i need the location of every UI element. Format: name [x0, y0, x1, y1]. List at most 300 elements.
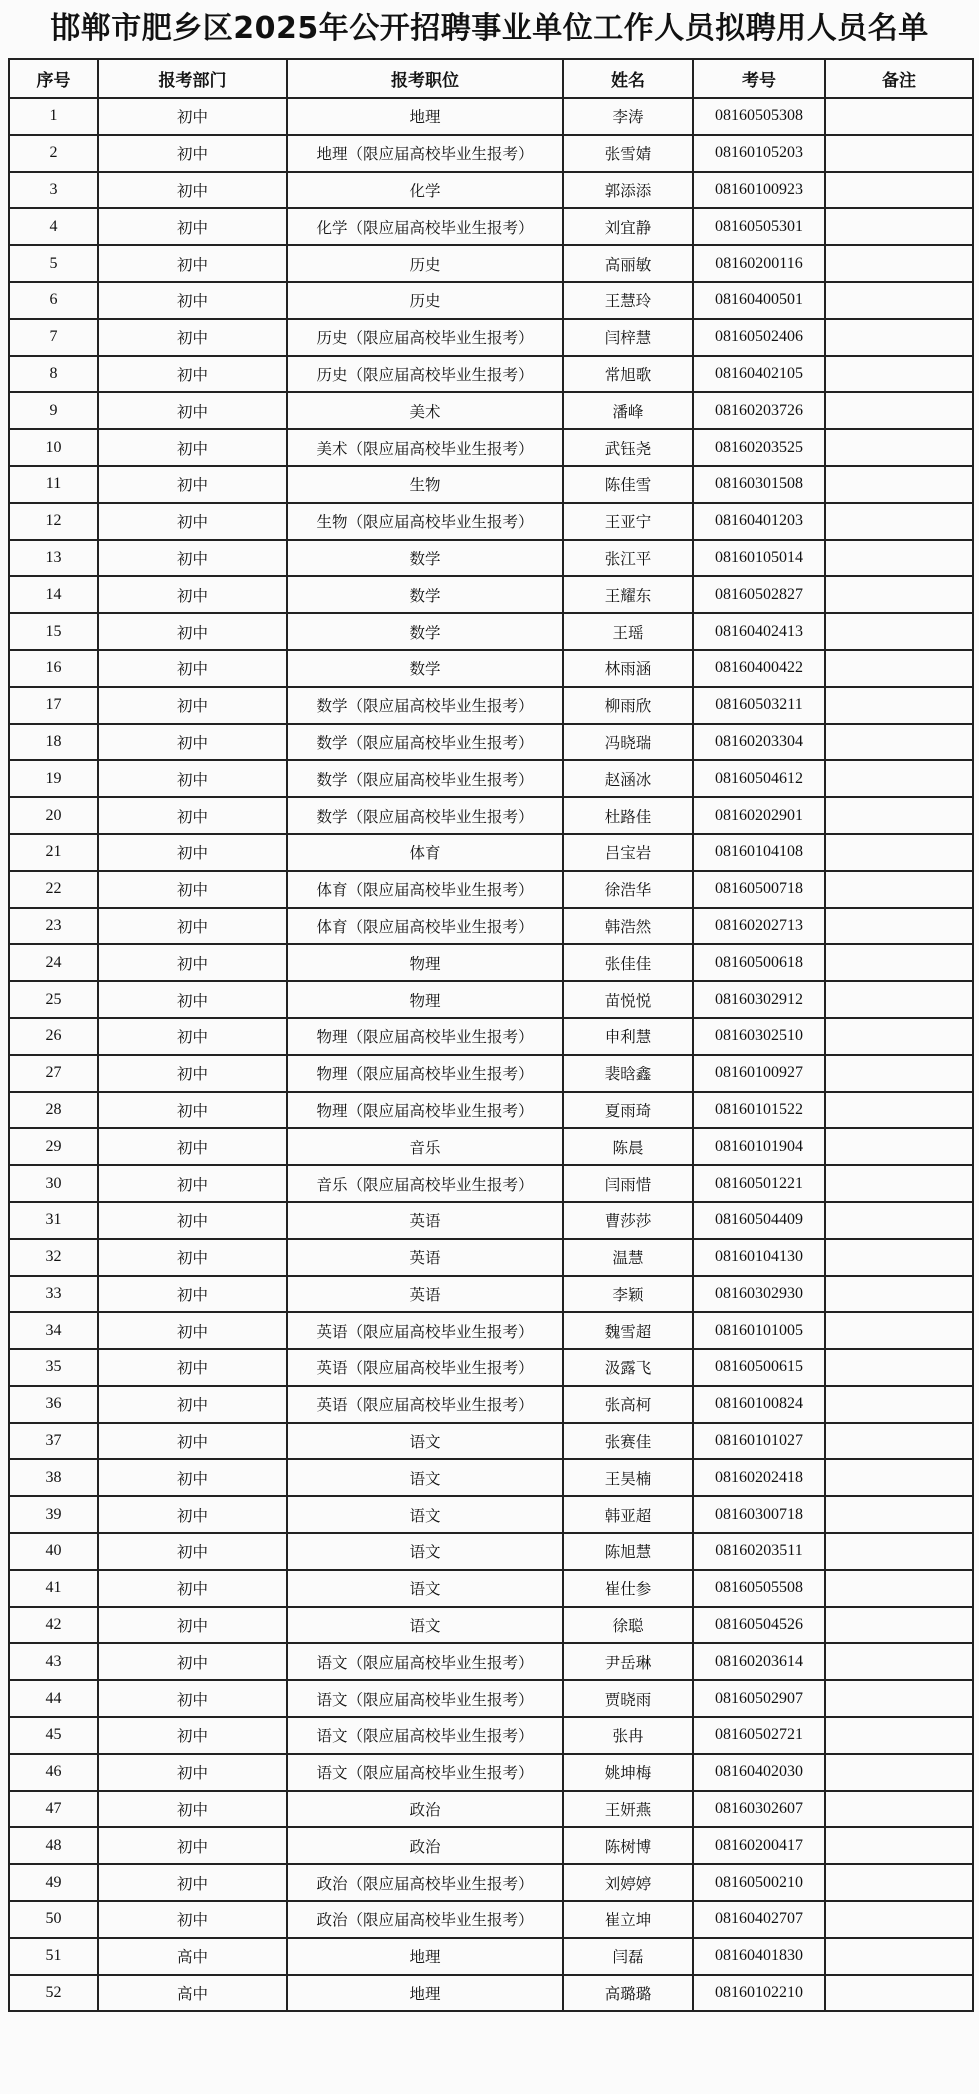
table-row	[9, 1570, 973, 1607]
cell-remarks	[825, 1018, 973, 1055]
cell-remarks	[825, 871, 973, 908]
cell-serial-number: 30	[9, 1165, 98, 1202]
cell-name: 陈晨	[563, 1128, 693, 1165]
table-row	[9, 466, 973, 503]
cell-remarks	[825, 1864, 973, 1901]
cell-position: 美术（限应届高校毕业生报考）	[287, 429, 563, 466]
table-row	[9, 1791, 973, 1828]
cell-name: 王亚宁	[563, 503, 693, 540]
cell-name: 韩浩然	[563, 908, 693, 945]
cell-exam-number: 08160200417	[693, 1827, 825, 1864]
cell-name: 张江平	[563, 540, 693, 577]
cell-exam-number: 08160104130	[693, 1239, 825, 1276]
cell-department: 高中	[98, 1975, 287, 2012]
cell-serial-number: 24	[9, 944, 98, 981]
cell-department: 初中	[98, 1276, 287, 1313]
cell-name: 魏雪超	[563, 1312, 693, 1349]
cell-exam-number: 08160402413	[693, 613, 825, 650]
cell-exam-number: 08160101904	[693, 1128, 825, 1165]
cell-exam-number: 08160504409	[693, 1202, 825, 1239]
cell-department: 初中	[98, 981, 287, 1018]
cell-name: 林雨涵	[563, 650, 693, 687]
table-row	[9, 1423, 973, 1460]
cell-remarks	[825, 282, 973, 319]
cell-remarks	[825, 540, 973, 577]
cell-exam-number: 08160502907	[693, 1680, 825, 1717]
cell-exam-number: 08160100824	[693, 1386, 825, 1423]
cell-serial-number: 16	[9, 650, 98, 687]
table-row	[9, 1312, 973, 1349]
table-row	[9, 1018, 973, 1055]
cell-position: 历史（限应届高校毕业生报考）	[287, 319, 563, 356]
cell-department: 初中	[98, 1533, 287, 1570]
cell-position: 政治	[287, 1791, 563, 1828]
cell-position: 数学（限应届高校毕业生报考）	[287, 687, 563, 724]
cell-department: 初中	[98, 319, 287, 356]
cell-position: 数学	[287, 613, 563, 650]
cell-serial-number: 10	[9, 429, 98, 466]
table-row	[9, 1128, 973, 1165]
cell-position: 生物	[287, 466, 563, 503]
cell-exam-number: 08160101522	[693, 1092, 825, 1129]
table-row	[9, 392, 973, 429]
table-row	[9, 1901, 973, 1938]
cell-position: 语文（限应届高校毕业生报考）	[287, 1643, 563, 1680]
cell-remarks	[825, 1349, 973, 1386]
cell-name: 尹岳琳	[563, 1643, 693, 1680]
cell-serial-number: 48	[9, 1827, 98, 1864]
cell-serial-number: 34	[9, 1312, 98, 1349]
cell-department: 初中	[98, 1680, 287, 1717]
table-row	[9, 172, 973, 209]
cell-exam-number: 08160202418	[693, 1459, 825, 1496]
cell-department: 初中	[98, 540, 287, 577]
table-row	[9, 208, 973, 245]
cell-serial-number: 1	[9, 98, 98, 135]
cell-serial-number: 38	[9, 1459, 98, 1496]
cell-position: 地理（限应届高校毕业生报考）	[287, 135, 563, 172]
cell-exam-number: 08160503211	[693, 687, 825, 724]
cell-position: 英语	[287, 1276, 563, 1313]
cell-department: 初中	[98, 1386, 287, 1423]
cell-department: 初中	[98, 1643, 287, 1680]
cell-exam-number: 08160300718	[693, 1496, 825, 1533]
cell-department: 初中	[98, 1202, 287, 1239]
cell-remarks	[825, 466, 973, 503]
cell-exam-number: 08160502827	[693, 576, 825, 613]
cell-serial-number: 49	[9, 1864, 98, 1901]
cell-name: 刘婷婷	[563, 1864, 693, 1901]
cell-department: 初中	[98, 613, 287, 650]
cell-position: 物理	[287, 981, 563, 1018]
cell-department: 初中	[98, 1496, 287, 1533]
cell-position: 语文（限应届高校毕业生报考）	[287, 1754, 563, 1791]
table-row	[9, 944, 973, 981]
cell-department: 初中	[98, 172, 287, 209]
cell-exam-number: 08160402707	[693, 1901, 825, 1938]
cell-name: 王瑶	[563, 613, 693, 650]
cell-position: 政治（限应届高校毕业生报考）	[287, 1864, 563, 1901]
cell-serial-number: 46	[9, 1754, 98, 1791]
cell-department: 初中	[98, 1570, 287, 1607]
table-row	[9, 1938, 973, 1975]
cell-position: 物理（限应届高校毕业生报考）	[287, 1092, 563, 1129]
cell-serial-number: 13	[9, 540, 98, 577]
cell-remarks	[825, 834, 973, 871]
table-row	[9, 1496, 973, 1533]
cell-position: 数学（限应届高校毕业生报考）	[287, 724, 563, 761]
cell-remarks	[825, 98, 973, 135]
cell-exam-number: 08160203511	[693, 1533, 825, 1570]
cell-department: 初中	[98, 1349, 287, 1386]
cell-remarks	[825, 356, 973, 393]
cell-department: 初中	[98, 98, 287, 135]
cell-name: 王慧玲	[563, 282, 693, 319]
cell-serial-number: 22	[9, 871, 98, 908]
table-row	[9, 1717, 973, 1754]
cell-position: 语文	[287, 1570, 563, 1607]
cell-serial-number: 40	[9, 1533, 98, 1570]
cell-name: 崔仕参	[563, 1570, 693, 1607]
cell-position: 地理	[287, 98, 563, 135]
cell-remarks	[825, 613, 973, 650]
cell-department: 初中	[98, 1165, 287, 1202]
cell-name: 韩亚超	[563, 1496, 693, 1533]
cell-department: 初中	[98, 944, 287, 981]
table-row	[9, 908, 973, 945]
cell-remarks	[825, 503, 973, 540]
cell-position: 英语（限应届高校毕业生报考）	[287, 1386, 563, 1423]
cell-serial-number: 33	[9, 1276, 98, 1313]
cell-exam-number: 08160504526	[693, 1607, 825, 1644]
cell-exam-number: 08160203614	[693, 1643, 825, 1680]
cell-remarks	[825, 1459, 973, 1496]
table-row	[9, 760, 973, 797]
cell-name: 王妍燕	[563, 1791, 693, 1828]
document-title: 邯郸市肥乡区2025年公开招聘事业单位工作人员拟聘用人员名单	[50, 11, 929, 46]
cell-name: 高丽敏	[563, 245, 693, 282]
table-row	[9, 1349, 973, 1386]
cell-remarks	[825, 1128, 973, 1165]
cell-name: 姚坤梅	[563, 1754, 693, 1791]
cell-department: 初中	[98, 687, 287, 724]
cell-serial-number: 41	[9, 1570, 98, 1607]
cell-remarks	[825, 981, 973, 1018]
cell-position: 数学（限应届高校毕业生报考）	[287, 797, 563, 834]
table-row	[9, 1975, 973, 2012]
cell-remarks	[825, 1533, 973, 1570]
table-row	[9, 797, 973, 834]
cell-name: 苗悦悦	[563, 981, 693, 1018]
cell-department: 初中	[98, 1791, 287, 1828]
cell-remarks	[825, 1055, 973, 1092]
table-row	[9, 1533, 973, 1570]
cell-position: 物理（限应届高校毕业生报考）	[287, 1018, 563, 1055]
cell-exam-number: 08160401830	[693, 1938, 825, 1975]
cell-exam-number: 08160505301	[693, 208, 825, 245]
cell-position: 历史	[287, 245, 563, 282]
cell-name: 李颖	[563, 1276, 693, 1313]
cell-department: 高中	[98, 1938, 287, 1975]
cell-department: 初中	[98, 1827, 287, 1864]
cell-department: 初中	[98, 1607, 287, 1644]
cell-exam-number: 08160500210	[693, 1864, 825, 1901]
cell-serial-number: 39	[9, 1496, 98, 1533]
cell-name: 徐聪	[563, 1607, 693, 1644]
cell-exam-number: 08160202901	[693, 797, 825, 834]
cell-remarks	[825, 1202, 973, 1239]
cell-remarks	[825, 1312, 973, 1349]
cell-remarks	[825, 392, 973, 429]
cell-name: 夏雨琦	[563, 1092, 693, 1129]
cell-remarks	[825, 1239, 973, 1276]
cell-exam-number: 08160101005	[693, 1312, 825, 1349]
cell-department: 初中	[98, 760, 287, 797]
cell-exam-number: 08160500618	[693, 944, 825, 981]
table-row	[9, 540, 973, 577]
header-position: 报考职位	[287, 59, 563, 98]
table-row	[9, 1055, 973, 1092]
cell-serial-number: 2	[9, 135, 98, 172]
cell-position: 政治	[287, 1827, 563, 1864]
cell-serial-number: 25	[9, 981, 98, 1018]
cell-remarks	[825, 576, 973, 613]
cell-position: 物理（限应届高校毕业生报考）	[287, 1055, 563, 1092]
table-row	[9, 1607, 973, 1644]
cell-serial-number: 47	[9, 1791, 98, 1828]
cell-remarks	[825, 687, 973, 724]
cell-position: 语文	[287, 1533, 563, 1570]
cell-serial-number: 31	[9, 1202, 98, 1239]
cell-position: 音乐	[287, 1128, 563, 1165]
cell-name: 杜路佳	[563, 797, 693, 834]
cell-name: 常旭歌	[563, 356, 693, 393]
cell-serial-number: 42	[9, 1607, 98, 1644]
cell-position: 历史（限应届高校毕业生报考）	[287, 356, 563, 393]
cell-remarks	[825, 1423, 973, 1460]
cell-position: 历史	[287, 282, 563, 319]
cell-exam-number: 08160105203	[693, 135, 825, 172]
cell-position: 地理	[287, 1975, 563, 2012]
cell-name: 柳雨欣	[563, 687, 693, 724]
cell-name: 高璐璐	[563, 1975, 693, 2012]
cell-department: 初中	[98, 908, 287, 945]
table-row	[9, 834, 973, 871]
cell-remarks	[825, 908, 973, 945]
cell-name: 温慧	[563, 1239, 693, 1276]
table-row	[9, 245, 973, 282]
cell-exam-number: 08160202713	[693, 908, 825, 945]
cell-serial-number: 45	[9, 1717, 98, 1754]
table-row	[9, 356, 973, 393]
cell-name: 王耀东	[563, 576, 693, 613]
cell-name: 张雪婧	[563, 135, 693, 172]
cell-position: 英语	[287, 1202, 563, 1239]
cell-exam-number: 08160301508	[693, 466, 825, 503]
cell-department: 初中	[98, 834, 287, 871]
cell-name: 陈旭慧	[563, 1533, 693, 1570]
table-row	[9, 1386, 973, 1423]
cell-position: 数学	[287, 540, 563, 577]
cell-remarks	[825, 1386, 973, 1423]
table-row	[9, 135, 973, 172]
cell-serial-number: 51	[9, 1938, 98, 1975]
table-row	[9, 724, 973, 761]
cell-serial-number: 36	[9, 1386, 98, 1423]
table-row	[9, 576, 973, 613]
cell-remarks	[825, 1496, 973, 1533]
cell-department: 初中	[98, 208, 287, 245]
table-row	[9, 871, 973, 908]
table-row	[9, 1680, 973, 1717]
cell-name: 陈佳雪	[563, 466, 693, 503]
cell-exam-number: 08160302607	[693, 1791, 825, 1828]
cell-remarks	[825, 1938, 973, 1975]
table-row	[9, 687, 973, 724]
cell-position: 体育（限应届高校毕业生报考）	[287, 871, 563, 908]
cell-remarks	[825, 797, 973, 834]
cell-serial-number: 43	[9, 1643, 98, 1680]
table-row	[9, 1864, 973, 1901]
cell-exam-number: 08160203304	[693, 724, 825, 761]
cell-name: 崔立坤	[563, 1901, 693, 1938]
cell-department: 初中	[98, 1055, 287, 1092]
cell-serial-number: 3	[9, 172, 98, 209]
cell-name: 贾晓雨	[563, 1680, 693, 1717]
header-serial-number: 序号	[9, 59, 98, 98]
cell-name: 徐浩华	[563, 871, 693, 908]
cell-remarks	[825, 208, 973, 245]
cell-exam-number: 08160400422	[693, 650, 825, 687]
header-remarks: 备注	[825, 59, 973, 98]
cell-department: 初中	[98, 1901, 287, 1938]
table-row	[9, 98, 973, 135]
cell-position: 数学（限应届高校毕业生报考）	[287, 760, 563, 797]
cell-department: 初中	[98, 1717, 287, 1754]
table-row	[9, 1092, 973, 1129]
cell-exam-number: 08160505508	[693, 1570, 825, 1607]
header-name: 姓名	[563, 59, 693, 98]
cell-remarks	[825, 1276, 973, 1313]
cell-name: 潘峰	[563, 392, 693, 429]
cell-exam-number: 08160502721	[693, 1717, 825, 1754]
cell-department: 初中	[98, 1018, 287, 1055]
cell-exam-number: 08160100923	[693, 172, 825, 209]
cell-exam-number: 08160105014	[693, 540, 825, 577]
cell-exam-number: 08160402105	[693, 356, 825, 393]
cell-name: 张高柯	[563, 1386, 693, 1423]
cell-serial-number: 50	[9, 1901, 98, 1938]
cell-remarks	[825, 1092, 973, 1129]
cell-name: 张赛佳	[563, 1423, 693, 1460]
cell-remarks	[825, 1901, 973, 1938]
cell-remarks	[825, 1975, 973, 2012]
cell-exam-number: 08160400501	[693, 282, 825, 319]
cell-department: 初中	[98, 245, 287, 282]
cell-department: 初中	[98, 650, 287, 687]
cell-position: 英语（限应届高校毕业生报考）	[287, 1312, 563, 1349]
cell-exam-number: 08160500615	[693, 1349, 825, 1386]
cell-serial-number: 29	[9, 1128, 98, 1165]
cell-remarks	[825, 724, 973, 761]
cell-serial-number: 12	[9, 503, 98, 540]
cell-serial-number: 23	[9, 908, 98, 945]
cell-serial-number: 19	[9, 760, 98, 797]
cell-department: 初中	[98, 356, 287, 393]
cell-position: 美术	[287, 392, 563, 429]
table-body	[9, 98, 973, 2011]
table-row	[9, 1754, 973, 1791]
table-row	[9, 1827, 973, 1864]
cell-name: 闫梓慧	[563, 319, 693, 356]
cell-department: 初中	[98, 429, 287, 466]
cell-exam-number: 08160302930	[693, 1276, 825, 1313]
cell-exam-number: 08160500718	[693, 871, 825, 908]
table-row	[9, 1643, 973, 1680]
cell-serial-number: 5	[9, 245, 98, 282]
cell-department: 初中	[98, 1754, 287, 1791]
cell-remarks	[825, 135, 973, 172]
cell-name: 王昊楠	[563, 1459, 693, 1496]
cell-name: 裴晗鑫	[563, 1055, 693, 1092]
cell-exam-number: 08160302912	[693, 981, 825, 1018]
cell-department: 初中	[98, 135, 287, 172]
cell-name: 闫磊	[563, 1938, 693, 1975]
cell-name: 张佳佳	[563, 944, 693, 981]
cell-exam-number: 08160502406	[693, 319, 825, 356]
cell-serial-number: 11	[9, 466, 98, 503]
cell-department: 初中	[98, 1128, 287, 1165]
table-row	[9, 1239, 973, 1276]
table-row	[9, 503, 973, 540]
cell-name: 汲露飞	[563, 1349, 693, 1386]
cell-serial-number: 14	[9, 576, 98, 613]
cell-serial-number: 17	[9, 687, 98, 724]
cell-department: 初中	[98, 466, 287, 503]
cell-remarks	[825, 319, 973, 356]
cell-position: 语文（限应届高校毕业生报考）	[287, 1680, 563, 1717]
cell-position: 政治（限应届高校毕业生报考）	[287, 1901, 563, 1938]
cell-remarks	[825, 245, 973, 282]
cell-remarks	[825, 944, 973, 981]
cell-name: 郭添添	[563, 172, 693, 209]
cell-exam-number: 08160402030	[693, 1754, 825, 1791]
header-department: 报考部门	[98, 59, 287, 98]
cell-exam-number: 08160200116	[693, 245, 825, 282]
cell-name: 陈树博	[563, 1827, 693, 1864]
cell-exam-number: 08160504612	[693, 760, 825, 797]
cell-remarks	[825, 1643, 973, 1680]
cell-position: 英语	[287, 1239, 563, 1276]
cell-exam-number: 08160101027	[693, 1423, 825, 1460]
cell-department: 初中	[98, 503, 287, 540]
cell-name: 闫雨惜	[563, 1165, 693, 1202]
cell-department: 初中	[98, 797, 287, 834]
cell-name: 武钰尧	[563, 429, 693, 466]
cell-serial-number: 26	[9, 1018, 98, 1055]
cell-position: 物理	[287, 944, 563, 981]
cell-serial-number: 15	[9, 613, 98, 650]
cell-position: 音乐（限应届高校毕业生报考）	[287, 1165, 563, 1202]
cell-name: 李涛	[563, 98, 693, 135]
table-header-row	[9, 59, 973, 98]
cell-position: 语文	[287, 1459, 563, 1496]
table-row	[9, 1165, 973, 1202]
cell-name: 申利慧	[563, 1018, 693, 1055]
cell-remarks	[825, 1791, 973, 1828]
cell-serial-number: 44	[9, 1680, 98, 1717]
hiring-list-table	[8, 58, 974, 2012]
